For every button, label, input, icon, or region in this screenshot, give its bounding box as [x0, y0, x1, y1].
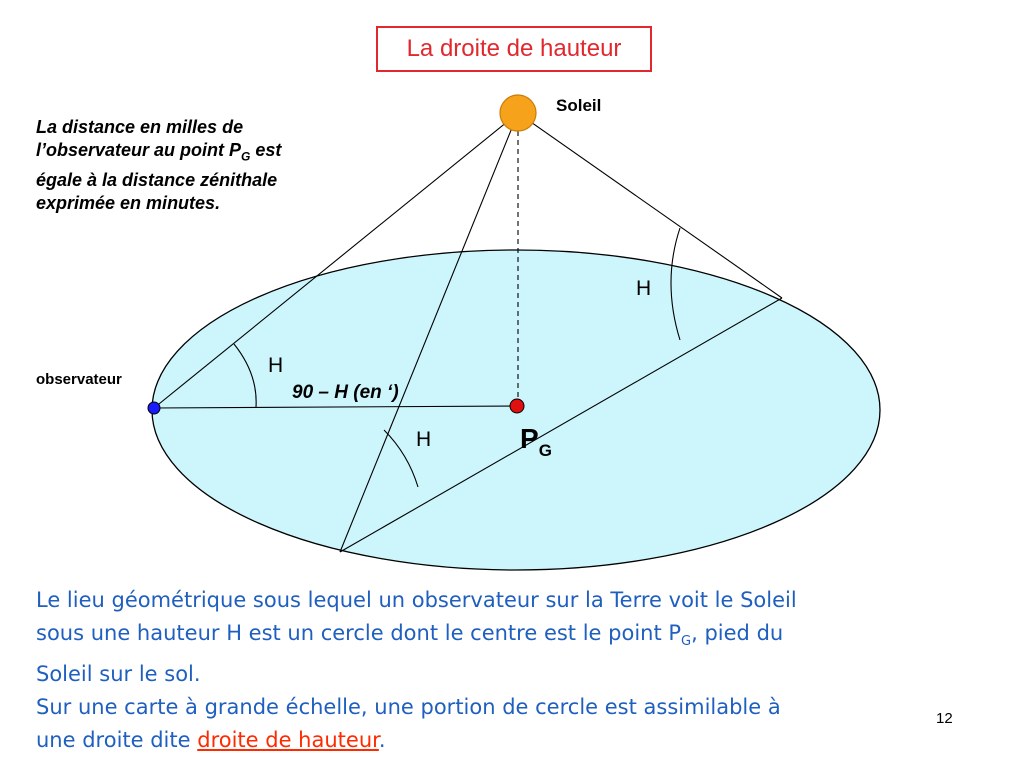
body-line-4: Sur une carte à grande échelle, une portion de cercle est assimilable à: [36, 695, 781, 720]
body-line-3: Soleil sur le sol.: [36, 662, 201, 687]
angle-label-bottom: H: [416, 428, 432, 451]
droite-de-hauteur-link[interactable]: droite de hauteur: [197, 728, 379, 753]
note-line-3: égale à la distance zénithale: [36, 169, 278, 190]
sun-icon: [500, 95, 536, 131]
page-number: 12: [936, 710, 953, 727]
body-line-1: Le lieu géométrique sous lequel un observateur sur la Terre voit le Soleil: [36, 588, 797, 612]
pg-label: $P_G$: [520, 423, 552, 460]
distance-label: 90 – H (en ‘): [292, 382, 399, 403]
observer-dot: [148, 402, 160, 414]
body-line-2: sous une hauteur H est un cercle dont le centre est le point $P_G$, pied du: [36, 621, 784, 650]
angle-label-left: H: [268, 354, 284, 377]
sun-label: Soleil: [556, 96, 602, 115]
body-text: [36, 584, 1006, 757]
angle-label-right: H: [636, 277, 652, 300]
pg-dot: [510, 399, 524, 413]
note-line-1: La distance en milles de: [36, 117, 244, 137]
body-line-5: une droite dite droite de hauteur.: [36, 728, 386, 753]
note-line-4: exprimée en minutes.: [36, 192, 221, 213]
note-line-2: l’observateur au point $P_G$ est: [36, 140, 282, 164]
slide-title-text: La droite de hauteur: [406, 35, 622, 62]
observer-label: observateur: [36, 371, 122, 388]
